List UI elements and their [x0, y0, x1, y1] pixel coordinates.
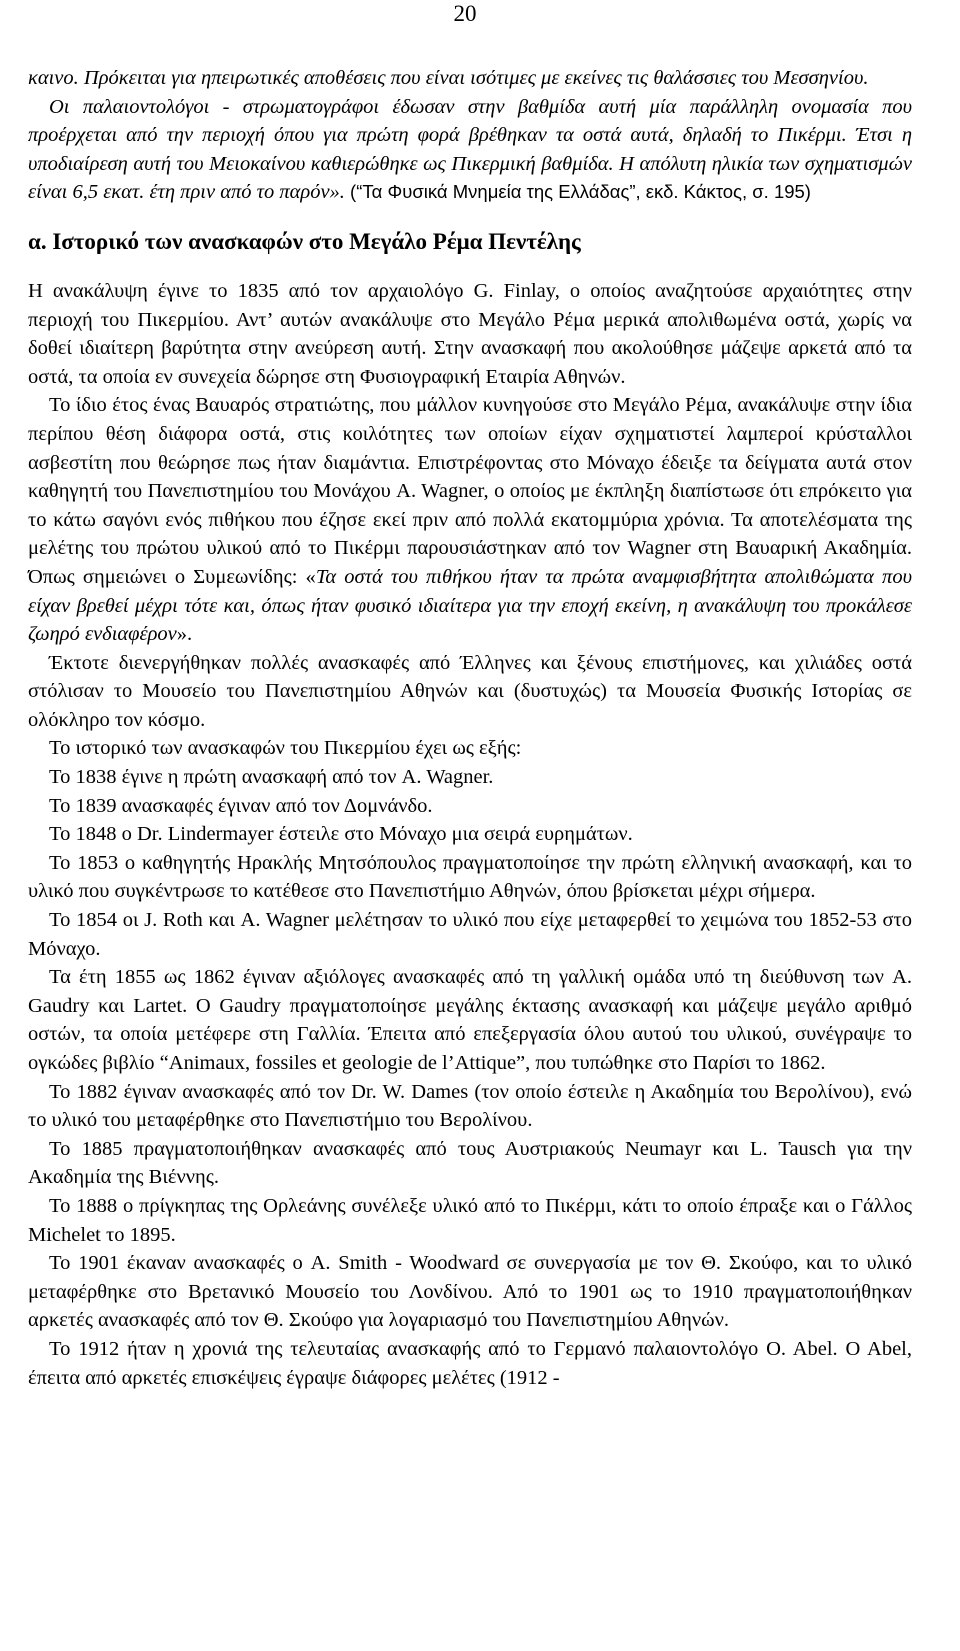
history-1885: Το 1885 πραγματοποιήθηκαν ανασκαφές από τους Αυστριακούς Neumayr και L. Tausch για την Ακαδημία της Βιέννης. [28, 1137, 912, 1189]
page-number: 20 [453, 1, 477, 26]
history-1839: Το 1839 ανασκαφές έγιναν από τον Δομνάνδο. [49, 794, 433, 817]
body-paragraph-2-end: ». [176, 623, 193, 646]
history-1838: Το 1838 έγινε η πρώτη ανασκαφή από τον A. Wagner. [49, 766, 494, 789]
intro-paragraph-2 [28, 93, 912, 207]
body-paragraph-2-quote: Τα οστά του πιθήκου ήταν τα πρώτα αναμφισβήτητα απολιθώματα που είχαν βρεθεί μέχρι τότε και, όπως ήταν φυσικό ιδιαίτερα για την εποχή εκείνη, η ανακάλυψη του προκάλεσε ζωηρό ενδιαφέρον [28, 565, 912, 646]
body-paragraph-3: Έκτοτε διενεργήθηκαν πολλές ανασκαφές από Έλληνες και ξένους επιστήμονες, και χιλιάδες οστά στόλισαν το Μουσείο του Πανεπιστημίου Αθηνών και (δυστυχώς) τα Μουσεία Φυσικής Ιστορίας σε ολόκληρο τον κόσμο. [28, 651, 912, 731]
history-1888: Το 1888 ο πρίγκηπας της Ορλεάνης συνέλεξε υλικό από το Πικέρμι, κάτι το οποίο έπραξε και ο Γάλλος Michelet το 1895. [28, 1194, 912, 1246]
page-content [28, 64, 912, 1392]
history-1882: Το 1882 έγιναν ανασκαφές από τον Dr. W. Dames (τον οποίο έστειλε η Ακαδημία του Βερολίνου), ενώ το υλικό του μεταφέρθηκε στο Πανεπιστήμιο του Βερολίνου. [28, 1080, 912, 1132]
body-paragraph-2 [28, 391, 912, 648]
history-1848: Το 1848 ο Dr. Lindermayer έστειλε στο Μόναχο μια σειρά ευρημάτων. [49, 823, 633, 846]
section-heading: α. Ιστορικό των ανασκαφών στο Μεγάλο Ρέμα Πεντέλης [28, 228, 581, 254]
intro-quote: Οι παλαιοντολόγοι - στρωματογράφοι έδωσαν στην βαθμίδα αυτή μία παράλληλη ονομασία που προέρχεται από την περιοχή όπου για πρώτη φορά βρέθηκαν τα οστά αυτά, δηλαδή το Πικέρμι. Έτσι η υποδιαίρεση αυτή του Μειοκαίνου καθιερώθηκε ως Πικερμική βαθμίδα. Η απόλυτη ηλικία των σχηματισμών είναι 6,5 εκατ. έτη πριν από το παρόν». [28, 95, 912, 204]
body-paragraph-1: Η ανακάλυψη έγινε το 1835 από τον αρχαιολόγο G. Finlay, ο οποίος αναζητούσε αρχαιότητες στην περιοχή του Πικερμίου. Αντ’ αυτών ανακάλυψε στο Μεγάλο Ρέμα μερικά απολιθωμένα οστά, χωρίς να δοθεί ιδιαίτερη βαρύτητα στην ανεύρεση αυτή. Στην ανασκαφή που ακολούθησε μάζεψε αρκετά από τα οστά, τα οποία εν συνεχεία δώρησε στη Φυσιογραφική Εταιρία Αθηνών. [28, 279, 912, 388]
history-1853: Το 1853 ο καθηγητής Ηρακλής Μητσόπουλος πραγματοποίησε την πρώτη ελληνική ανασκαφή, και το υλικό που συγκέντρωσε το κατέθεσε στο Πανεπιστήμιο Αθηνών, όπου βρίσκεται μέχρι σήμερα. [28, 851, 912, 903]
history-1854: Το 1854 οι J. Roth και A. Wagner μελέτησαν το υλικό που είχε μεταφερθεί το χειμώνα του 1852-53 στο Μόναχο. [28, 909, 912, 960]
history-1901: Το 1901 έκαναν ανασκαφές ο A. Smith - Woodward σε συνεργασία με τον Θ. Σκούφο, και το υλικό μεταφέρθηκε στο Βρετανικό Μουσείο του Λονδίνου. Από το 1901 ως το 1910 πραγματοποιήθηκαν αρκετές ανασκαφές από τον Θ. Σκούφο για λογαριασμό του Πανεπιστημίου Αθηνών. [28, 1252, 912, 1332]
body-paragraph-2-text: Το ίδιο έτος ένας Βαυαρός στρατιώτης, που μάλλον κυνηγούσε στο Μεγάλο Ρέμα, ανακάλυψε στην ίδια περίπου θέση διάφορα οστά, στις κοιλότητες των οποίων είχαν σχηματιστεί λαμπεροί κρύσταλλοι ασβεστίτη που θεώρησε πως ήταν διαμάντια. Επιστρέφοντας στο Μόναχο έδειξε τα δείγματα αυτά στον καθηγητή του Πανεπιστημίου του Μονάχου A. Wagner, ο οποίος με έκπληξη διαπίστωσε ότι επρόκειτο για το κάτω σαγόνι ενός πιθήκου που έζησε εκεί πριν από πολλά εκατομμύρια χρόνια. Τα αποτελέσματα της μελέτης του πρώτου υλικού από το Πικέρμι παρουσιάστηκαν από τον Wagner στη Βαυαρική Ακαδημία. Όπως σημειώνει ο Συμεωνίδης: « [28, 394, 912, 588]
history-list-intro: Το ιστορικό των ανασκαφών του Πικερμίου έχει ως εξής: [49, 737, 522, 760]
history-1912: Το 1912 ήταν η χρονιά της τελευταίας ανασκαφής από το Γερμανό παλαιοντολόγο O. Abel. O Abel, έπειτα από αρκετές επισκέψεις έγραψε διάφορες μελέτες (1912 - [28, 1337, 912, 1389]
intro-paragraph-1: καινο. Πρόκειται για ηπειρωτικές αποθέσεις που είναι ισότιμες με εκείνες τις θαλάσσιες του Μεσσηνίου. [28, 67, 869, 89]
history-1855: Τα έτη 1855 ως 1862 έγιναν αξιόλογες ανασκαφές από τη γαλλική ομάδα υπό τη διεύθυνση των A. Gaudry και Lartet. Ο Gaudry πραγματοποίησε μεγάλης έκτασης ανασκαφή και μάζεψε μεγάλο αριθμό οστών, τα οποία μετέφερε στη Γαλλία. Έπειτα από επεξεργασία όλου αυτού του υλικού, συνέγραψε το ογκώδες βιβλίο “Animaux, fossiles et geologie de l’Attique”, που τυπώθηκε στο Παρίσι το 1862. [28, 966, 912, 1074]
intro-citation: (“Τα Φυσικά Μνημεία της Ελλάδας”, εκδ. Κάκτος, σ. 195) [344, 181, 811, 203]
